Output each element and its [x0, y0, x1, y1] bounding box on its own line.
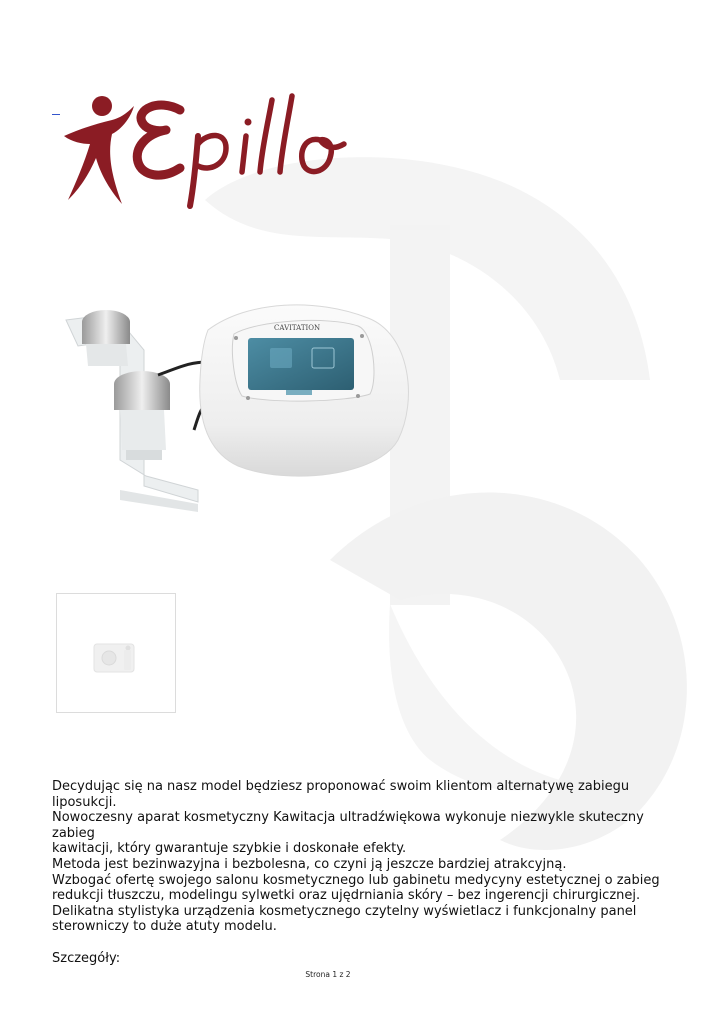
description-line: redukcji tłuszczu, modelingu sylwetki oraz ujędrniania skóry – bez ingerencji chirurgicznej.: [52, 888, 641, 904]
description-line: sterowniczy to duże atuty modelu.: [52, 919, 277, 935]
photo-placeholder-icon: [90, 634, 142, 678]
description-line: kawitacji, który gwarantuje szybkie i doskonałe efekty.: [52, 841, 407, 857]
svg-text:CAVITATION: CAVITATION: [274, 324, 321, 332]
description-line: Decydując się na nasz model będziesz proponować swoim klientom alternatywę zabiegu liposukcji.: [52, 779, 630, 810]
description-line: Delikatna stylistyka urządzenia kosmetycznego czytelny wyświetlacz i funkcjonalny panel: [52, 903, 637, 919]
product-image: [58, 290, 418, 520]
logo-link[interactable]: [52, 104, 60, 115]
details-heading: Szczegóły:: [52, 950, 121, 966]
epillo-logo: [62, 92, 352, 210]
description-line: Wzbogać ofertę swojego salonu kosmetycznego lub gabinetu medycyny estetycznej o zabieg: [52, 872, 660, 888]
paragraph-spacer: [52, 935, 682, 951]
page-number: Strona 1 z 2: [305, 970, 351, 979]
product-description: [52, 779, 682, 966]
description-line: Metoda jest bezinwazyjna i bezbolesna, co czyni ją jeszcze bardziej atrakcyjną.: [52, 856, 567, 872]
description-line: Nowoczesny aparat kosmetyczny Kawitacja ultradźwiękowa wykonuje niezwykle skuteczny zabieg: [52, 810, 644, 841]
product-thumbnail[interactable]: [56, 593, 176, 713]
